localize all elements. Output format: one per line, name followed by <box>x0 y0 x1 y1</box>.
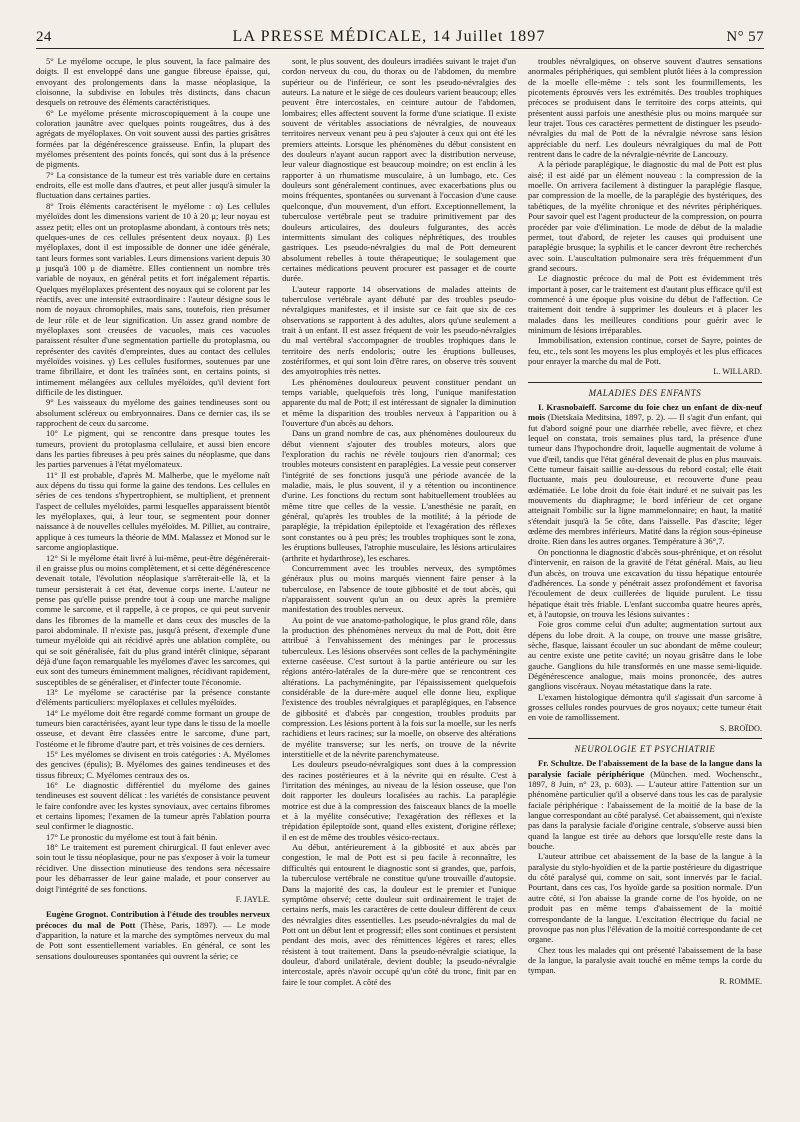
paragraph: 18° Le traitement est purement chirurgical. Il faut enlever avec soin tout le tissu néoplasique, pour ne pas s'exposer à voir la tumeur récidiver. Une dissection minutieuse des tendons sera nécessaire pour les débarrasser de leur gaine malade, et pour conserver au doigt l'intégrité de ses fonctions. <box>36 842 270 894</box>
author-signature: R. ROMME. <box>719 976 762 986</box>
column-3 <box>528 56 762 1106</box>
section-divider <box>528 738 762 739</box>
entry-heading: I. Krasnobaïeff. Sarcome du foie chez un enfant de dix-neuf mois <box>528 402 762 423</box>
paragraph: Immobilisation, extension continue, corset de Sayre, pointes de feu, etc., tels sont les moyens les plus employés et les plus efficaces pour enrayer la marche du mal de Pott. <box>528 335 762 366</box>
section-heading: NEUROLOGIE ET PSYCHIATRIE <box>574 744 716 754</box>
paragraph: 8° Trois éléments caractérisent le myélome : α) Les cellules myéloïdes dont les dimensions varient de 10 à 20 μ; leur noyau est assez petit; elles ont un protoplasme abondant, à contours très nets; quelques-unes de ces cellules présentent deux noyaux. β) Les myéloplaxes, dont il est impossible de donner une idée générale, tant leurs formes sont variables. Leurs dimensions varient depuis 30 μ jusqu'à 100 μ de diamètre. Elles contiennent un nombre très variable de noyaux, en général petits et fort inégalement répartis. Quelques myéloplaxes présentent des noyaux qui se colorent par les réactifs, avec une intensité extraordinaire : l'auteur désigne sous le nom de noyaux chromophiles, mais sans, toutefois, rien présumer de leur rôle et de leur signification. Un assez grand nombre de myéloplaxes sont creusées de vacuoles, mais ces vacuoles paraissent résulter d'une segmentation partielle du protoplasma, ou représenter des cavités d'empreintes, dues au contact des cellules myéloïdes voisines. γ) Les cellules fusiformes, soutenues par une trame fibrillaire, et dont les traînées sont, en certains points, si intimement mélangées aux cellules myéloïdes, qu'il devient fort difficile de les distinguer. <box>36 200 270 397</box>
entry-heading: Eugène Grognot. Contribution à l'étude des troubles nerveux précoces du mal de Pott <box>36 909 270 930</box>
paragraph: 13° Le myélome se caractérise par la présence constante d'éléments particuliers: myéloplaxes et cellules myéloïdes. <box>36 686 270 708</box>
paragraph: Foie gros comme celui d'un adulte; augmentation surtout aux dépens du lobe droit. A la coupe, on trouve une masse grisâtre, sèche, flasque, laissant écouler un suc abondant de même couleur; au centre existe une petite cavité; un noyau grisâtre dans le lobe gauche. Ganglions du hile transformés en une masse semi-liquide. Dégénérescence analogue, mais moins prononcée, des autres ganglions viscéraux. Noyau métastatique dans la rate. <box>528 619 762 692</box>
journal-title: LA PRESSE MÉDICALE, 14 Juillet 1897 <box>232 28 546 45</box>
paragraph: sont, le plus souvent, des douleurs irradiées suivant le trajet d'un cordon nerveux du cou, du thorax ou de l'abdomen, du membre supérieur ou de l'inférieur, ce sont les pseudo-névralgies des auteurs. La nature et le siège de ces douleurs varient beaucoup; elles peuvent être intercostales, en ceinture autour de l'abdomen, lombaires; elles affectent souvent la forme d'une sciatique. Il existe souvent de véritables associations de névralgies, de nouveaux territoires nerveux venant peu à peu s'ajouter à ceux qui ont été les premiers atteints. Lorsque les phénomènes du début consistent en des douleurs n'ayant aucun rapport avec la distribution nerveuse, leur valeur diagnostique est beaucoup moindre; on est enclin à les rapporter à un rhumatisme musculaire, à un lumbago, etc. Ces douleurs sont généralement continues, avec exacerbations plus ou moins fréquentes, spontanées ou survenant à l'occasion d'une cause quelconque, d'un mouvement, d'un effort. Exceptionnellement, la tuberculose vertébrale peut se traduire primitivement par des douleurs articulaires, des douleurs fulgurantes, des accès intermittents simulant des coliques néphrétiques, des troubles gastriques. Les pseudo-névralgies du mal de Pott demeurent absolument rebelles à toute thérapeutique; le soulagement que certaines médications peuvent procurer est passager et de courte durée. <box>282 56 516 284</box>
column-1 <box>36 56 270 1106</box>
column-2 <box>282 56 516 1106</box>
paragraph: 11° Il est probable, d'après M. Malherbe, que le myélome naît aux dépens du tissu qui forme la gaine des tendons. Les cellules en séries de ces tendons s'hypertrophient, se multiplient, et prennent l'aspect de cellules myéloïdes, parmi lesquelles apparaissent bientôt les myéloplaxes, qui, à leur tour, se segmentent pour donner naissance à de nouvelles cellules myéloïdes. M. Pilliet, au contraire, applique à ces tumeurs la théorie de MM. Malassez et Monod sur le sarcome angioplastique. <box>36 469 270 553</box>
paragraph: 16° Le diagnostic différentiel du myélome des gaines tendineuses est souvent délicat : les variétés de consistance peuvent le faire confondre avec les kystes synoviaux, avec certains fibromes et certains lipomes; l'examen de la tumeur après l'ablation pourra seul confirmer le diagnostic. <box>36 780 270 832</box>
author-signature: S. BROÏDO. <box>719 723 762 733</box>
section-divider <box>528 382 762 383</box>
paragraph: On ponctionna le diagnostic d'abcès sous-phrénique, et on résolut d'intervenir, en raison de la gravité de l'état général. Mais, au lieu d'un abcès, on trouva une excavation du tissu hépatique entourée d'adhérences. La sonde y pénétrait assez profondément et favorisa l'écoulement de deux cuillerées de liquide purulent. Le tissu hépatique était très friable. L'enfant succomba quatre heures après, et, à l'autopsie, on trouva les lésions suivantes : <box>528 546 762 619</box>
paragraph: troubles névralgiques, on observe souvent d'autres sensations anormales périphériques, qui semblent plutôt liées à la compression de la moelle elle-même : tels sont les fourmillements, les picotements éprouvés vers les extrémités. Des troubles trophiques précoces se produisent dans le territoire des corps atteints, qui présentent aussi parfois une anesthésie plus ou moins marquée sur leur trajet. Tous ces caractères permettent de distinguer les pseudo-névralgies du mal de Pott de la névralgie névrose sans lésion appréciable du nerf. Les douleurs névralgiques du mal de Pott rentrent dans le cadre de la névralgie-névrite de Lancouzy. <box>528 56 762 160</box>
section-heading: MALADIES DES ENFANTS <box>588 387 702 398</box>
paragraph: Concurremment avec les troubles nerveux, des symptômes généraux plus ou moins marqués viennent faire penser à la tuberculose, en l'absence de toute gibbosité et de tout abcès, qui n'apparaissent souvent qu'un an ou deux après la première manifestation des troubles nerveux. <box>282 562 516 615</box>
text-columns <box>36 56 764 1106</box>
paragraph: 7° La consistance de la tumeur est très variable dure en certains endroits, elle est molle dans d'autres, et peut aller jusqu'à simuler la fluctuation dans certaines parties. <box>36 169 270 201</box>
paragraph: 15° Les myélomes se divisent en trois catégories : A. Myélomes des gencives (épulis); B. Myélomes des gaines tendineuses et des tissus fibreux; C. Myélomes centraux des os. <box>36 749 270 780</box>
paragraph: L'auteur rapporte 14 observations de malades atteints de tuberculose vertébrale ayant débuté par des troubles pseudo-névralgiques manifestes, et il insiste sur ce fait que six de ces observations se rapportent à des adultes, alors qu'une seulement a trait à un enfant. Il est assez fréquent de voir les pseudo-névralgies du mal vertébral s'accompagner de troubles trophiques dans le territoire des nerfs endoloris; outre les éruptions bulleuses, zostériformes, et qui sont loin d'être rares, on observe très souvent des amyotrophies très nettes. <box>282 283 516 377</box>
issue-number: N° 57 <box>726 29 764 45</box>
review-entry <box>36 909 270 961</box>
entry-body: (Dietskaïa Meditsina, 1897, p. 2). — Il s'agit d'un enfant, qui fut d'abord soigné pour une diarrhée rebelle, avec fièvre, et chez lequel on constata, trois semaines plus tard, la présence d'une tumeur dans l'hypochondre droit, laquelle augmentait de volume à vue d'œil, tandis que l'état général devenait de plus en plus mauvais. Cette tumeur faisait saillie au-dessous du rebord costal; elle était fluctuante, mais peu douloureuse, et recouverte d'une peau œdématiée. Le lobe droit du foie était induré et ne suivait pas les mouvements du diaphragme; le bord inférieur de cet organe atteignait l'ombilic sur la ligne mammelonnaire; en haut, la matité s'étendait jusqu'à la 5e côte, dans l'aisselle. Pas d'ascite; léger œdème des membres inférieurs. Matité dans la région sous-épineuse droite. Rien dans les autres organes. Température à 36°,7. <box>528 412 762 547</box>
paragraph: Les phénomènes douloureux peuvent constituer pendant un temps variable, quelquefois très long, l'unique manifestation apparente du mal de Pott; il est intéressant de signaler la diminution et même la disparition des troubles nerveux à l'apparition ou à l'ouverture d'un abcès au dehors. <box>282 376 516 429</box>
paragraph: 17° Le pronostic du myélome est tout à fait bénin. <box>46 831 218 842</box>
paragraph: 6° Le myélome présente microscopiquement à la coupe une coloration jaunâtre avec quelques points rougeâtres, dus à des agrégats de myéloplaxes. On voit souvent aussi des parties grisâtres formées par la dégénérescence graisseuse. Enfin, la plupart des myélomes présentent des points foncés, qui sont dus à la présence de pigments. <box>36 107 270 170</box>
paragraph: L'auteur attribue cet abaissement de la base de la langue à la paralysie du stylo-hyoïdien et de la partie postérieure du digastrique du côté paralysé qui, comme on sait, sont innervés par le facial. Pourtant, dans ces cas, l'os hyoïde garde sa position normale. D'un autre côté, si l'on abaisse la grande corne de l'os hyoïde, on ne produit pas en même temps d'abaissement de la moitié correspondante de la langue. L'excitation électrique du facial ne provoque pas non plus l'élévation de la moitié correspondante de cet organe. <box>528 851 762 945</box>
author-signature: F. JAYLE. <box>235 894 270 904</box>
page-number: 24 <box>36 29 52 45</box>
paragraph: L'examen histologique démontra qu'il s'agissait d'un sarcome à grosses cellules rondes pourvues de gros noyaux; cette tumeur était en voie de ramollissement. <box>528 691 762 723</box>
paragraph: 14° Le myélome doit être regardé comme formant un groupe de tumeurs bien caractérisées, ayant leur type dans le tissu de la moelle osseuse, et devant être classées entre le sarcome, d'une part, l'ostéome et le fibrome d'autre part, et très voisines de ces derniers. <box>36 707 270 749</box>
entry-body: (München. med. Wochenschr., 1897, 8 Juin, n° 23, p. 603). — L'auteur attire l'attention sur un phénomène particulier qu'il a observé dans tous les cas de paralysie faciale périphérique : l'abaissement de la moitié de la base de la langue correspondant au côté paralysé. Cet abaissement, qui n'existe pas dans la paralysie faciale d'origine centrale, s'observe aussi bien quand la langue est tirée au dehors que lorsqu'elle reste dans la bouche. <box>528 768 762 852</box>
entry-heading: Fr. Schultze. De l'abaissement de la base de la langue dans la paralysie faciale périphérique <box>528 758 762 779</box>
paragraph: Au début, antérieurement à la gibbosité et aux abcès par congestion, le mal de Pott est si peu facile à reconnaître, les difficultés qui entourent le diagnostic sont si grandes, que, parfois, la tuberculose vertébrale ne constitue qu'une trouvaille d'autopsie. Dans la majorité des cas, la douleur est le premier et l'unique symptôme observé; cette douleur suit ordinairement le trajet de certains nerfs, mais les caractères de cette douleur diffèrent de ceux des névralgies dites essentielles. Les pseudo-névralgies du mal de Pott ont un début lent et progressif; elles sont continues et persistent pendant des mois, avec des rémittences légères et rares; elles résistent à tout traitement. Dans la pseudo-névralgie sciatique, la douleur, d'abord unilatérale, devient double; la pseudo-névralgie intercostale, après n'avoir occupé qu'un côté du tronc, finit par en faire le tour complet. A côté des <box>282 842 516 987</box>
paragraph: Dans un grand nombre de cas, aux phénomènes douloureux du début viennent s'ajouter des troubles moteurs, alors que l'exploration du rachis ne révèle toujours rien d'anormal; ces troubles moteurs consistent en paraplégies. La vessie peut conserver l'intégrité de ses fonctions jusqu'à une période avancée de la maladie, mais, le plus souvent, il y a rétention ou incontinence d'urine. Les fonctions du rectum sont habituellement troublées au même titre que celles de la vessie. L'anesthésie ne paraît, en général, qu'après les troubles de la motilité; à la période de paraplégie, la trépidation épileptoïde et l'exagération des réflexes sont constantes ou à peu près; les troubles trophiques sont le zona, les éruptions bulleuses, l'atrophie musculaire, les lésions articulaires (arthrite et hydarthrose), les eschares. <box>282 428 516 563</box>
paragraph: Les douleurs pseudo-névralgiques sont dues à la compression des racines postérieures et à la névrite qui en résulte. C'est à l'irritation des méninges, au niveau de la lésion osseuse, que l'on doit rapporter les douleurs localisées au rachis. La paraplégie motrice est due à la compression des faisceaux blancs de la moelle et à la myélite consécutive; l'exagération des réflexes et la trépidation épileptoïde sont, quand elles existent, d'origine réflexe; il en est de même des troubles vésico-rectaux. <box>282 759 516 842</box>
review-entry <box>528 758 762 851</box>
paragraph: Au point de vue anatomo-pathologique, le plus grand rôle, dans la production des phénomènes nerveux du mal de Pott, doit être attribué à l'envahissement des méninges par le processus tuberculeux. Les lésions observées sont celles de la pachyméningite externe caséeuse. C'est surtout à la partie antérieure ou sur les régions antéro-latérales de la dure-mère que se rencontrent ces altérations. La pachyméningite, par l'épaississement quelquefois considérable de la dure-mère auquel elle donne lieu, explique l'existence des troubles névralgiques et paraplégiques, en l'absence de gibbosité et d'abcès par congestion, troubles produits par compression. Les lésions portent à la fois sur la moelle, sur les nerfs rachidiens et leurs racines; sur la moelle, on observe des altérations de myélite transverse; sur les nerfs, on trouve de la névrite interstitielle et de la névrite parenchymateuse. <box>282 614 516 760</box>
paragraph: Le diagnostic précoce du mal de Pott est évidemment très important à poser, car le traitement est d'autant plus efficace qu'il est commencé à une époque plus voisine du début de l'affection. Ce traitement doit tendre à supprimer les douleurs et à placer les malades dans les meilleures conditions pour guérir avec le minimum de lésions irréparables. <box>528 273 762 335</box>
author-signature: L. WILLARD. <box>713 367 762 377</box>
paragraph: 12° Si le myélome était livré à lui-même, peut-être dégénérerait-il en graisse plus ou moins complètement, et si cette dégénérescence devenait totale, l'évolution néoplasique s'arrêterait-elle là, et la tumeur persisterait à cet état, devenue corps inerte. L'auteur ne pense pas qu'elle puisse prendre tout à coup une marche maligne comme le sarcome, et il rappelle, à ce propos, ce qui peut survenir dans les fibromes de la mamelle et dans ceux des muscles de la paroi abdominale. Il n'existe pas, jusqu'à présent, d'exemple d'une tumeur myéloïde qui ait récidivé après une ablation complète, ou qui se soit généralisée, fait du plus grand intérêt clinique, séparant déjà d'une façon remarquable les myélomes d'avec les sarcomes, qui eux sont des tumeurs éminemment malignes, récidivant rapidement, susceptibles de se généraliser, et d'infecter toute l'économie. <box>36 552 270 687</box>
paragraph: Chez tous les malades qui ont présenté l'abaissement de la base de la langue, la paralysie avait touché en même temps la corde du tympan. <box>528 944 762 976</box>
paragraph: 10° Le pigment, qui se rencontre dans presque toutes les tumeurs, provient du protoplasma cellulaire, et aussi bien encore dans les parties fibreuses à peu près saines du néoplasme, que dans les parties parvenues à l'état myélomateux. <box>36 428 270 470</box>
paragraph: 9° Les vaisseaux du myélome des gaines tendineuses sont ou absolument scléreux ou embryonnaires. Dans ce dernier cas, ils se rapprochent de ceux du sarcome. <box>36 397 270 429</box>
page-header <box>36 18 764 49</box>
paragraph: A la période paraplégique, le diagnostic du mal de Pott est plus aisé; il est aidé par un élément nouveau : la compression de la moelle. On arrivera facilement à distinguer la paraplégie flasque, par compression de la moelle, de la paraplégie des hystériques, des tabétiques, de la myélite chronique et des névrites périphériques. Pour savoir quel est l'agent producteur de la compression, on pourra procéder par voie d'élimination. Le mode de début de la maladie permet, tout d'abord, de rejeter les causes qui produisent une paraplégie brusque; la syphilis et le cancer devront être recherchés avec soin. L'auscultation pulmonaire sera très fréquemment d'un grand secours. <box>528 159 762 273</box>
paragraph: 5° Le myélome occupe, le plus souvent, la face palmaire des doigts. Il est enveloppé dans une gangue fibreuse épaisse, qui, envoyant des prolongements dans la masse néoplasique, la cloisonne, la subdivise en lobules très distincts, dans chacun desquels on retrouve des éléments caractéristiques. <box>36 56 270 108</box>
review-entry <box>528 402 762 547</box>
entry-body: (Thèse, Paris, 1897). — Le mode d'apparition, la nature et la marche des symptômes nerveux du mal de Pott sont essentiellement variables. En général, ce sont les sensations douloureuses spontanées qui ouvrent la série; ce <box>36 919 270 961</box>
